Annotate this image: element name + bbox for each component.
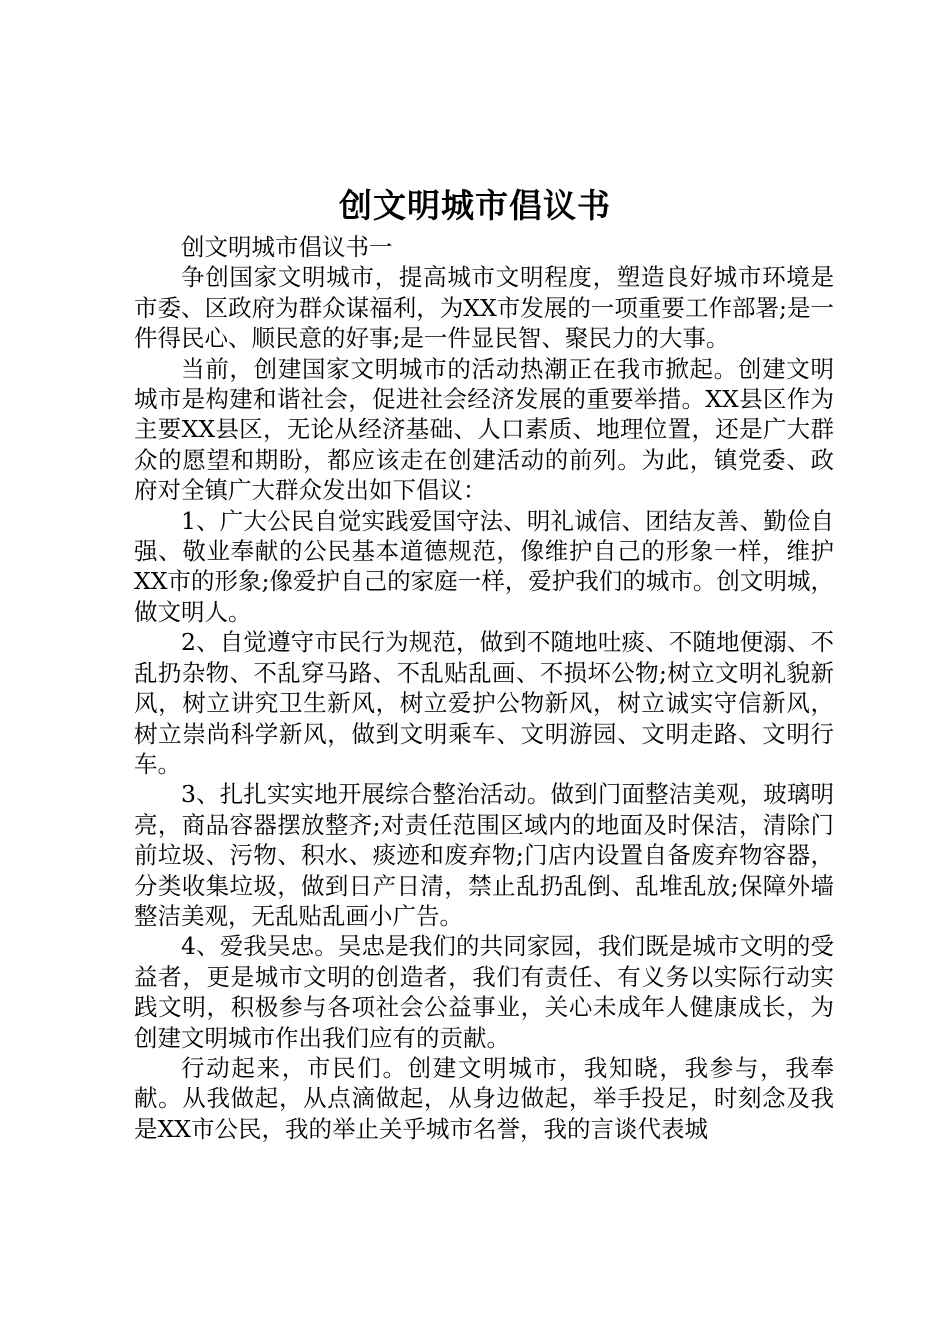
document-subtitle: 创文明城市倡议书一 xyxy=(181,233,393,261)
document-title: 创文明城市倡议书 xyxy=(339,186,611,225)
paragraph-item-1: 1、广大公民自觉实践爱国守法、明礼诚信、团结友善、勤俭自强、敬业奉献的公民基本道德规范，像维护自己的形象一样，维护XX市的形象;像爱护自己的家庭一样，爱护我们的城市。创文明城，做文明人。 xyxy=(134,506,834,626)
paragraph-intro: 争创国家文明城市，提高城市文明程度，塑造良好城市环境是市委、区政府为群众谋福利，为XX市发展的一项重要工作部署;是一件得民心、顺民意的好事;是一件显民智、聚民力的大事。 xyxy=(134,263,834,353)
paragraph-current: 当前，创建国家文明城市的活动热潮正在我市掀起。创建文明城市是构建和谐社会，促进社会经济发展的重要举措。XX县区作为主要XX县区，无论从经济基础、人口素质、地理位置，还是广大群众的愿望和期盼，都应该走在创建活动的前列。为此，镇党委、政府对全镇广大群众发出如下倡议： xyxy=(134,354,834,505)
document-body xyxy=(134,232,834,1144)
paragraph-closing: 行动起来，市民们。创建文明城市，我知晓，我参与，我奉献。从我做起，从点滴做起，从身边做起，举手投足，时刻念及我是XX市公民，我的举止关乎城市名誉，我的言谈代表城 xyxy=(134,1053,834,1143)
paragraph-item-4: 4、爱我吴忠。吴忠是我们的共同家园，我们既是城市文明的受益者，更是城市文明的创造者，我们有责任、有义务以实际行动实践文明，积极参与各项社会公益事业，关心未成年人健康成长，为创建文明城市作出我们应有的贡献。 xyxy=(134,932,834,1052)
paragraph-item-2: 2、自觉遵守市民行为规范，做到不随地吐痰、不随地便溺、不乱扔杂物、不乱穿马路、不乱贴乱画、不损坏公物;树立文明礼貌新风，树立讲究卫生新风，树立爱护公物新风，树立诚实守信新风，树立崇尚科学新风，做到文明乘车、文明游园、文明走路、文明行车。 xyxy=(134,628,834,778)
paragraph-item-3: 3、扎扎实实地开展综合整治活动。做到门面整洁美观，玻璃明亮，商品容器摆放整齐;对责任范围区域内的地面及时保洁，清除门前垃圾、污物、积水、痰迹和废弃物;门店内设置自备废弃物容器，分类收集垃圾，做到日产日清，禁止乱扔乱倒、乱堆乱放;保障外墙整洁美观，无乱贴乱画小广告。 xyxy=(134,780,834,930)
